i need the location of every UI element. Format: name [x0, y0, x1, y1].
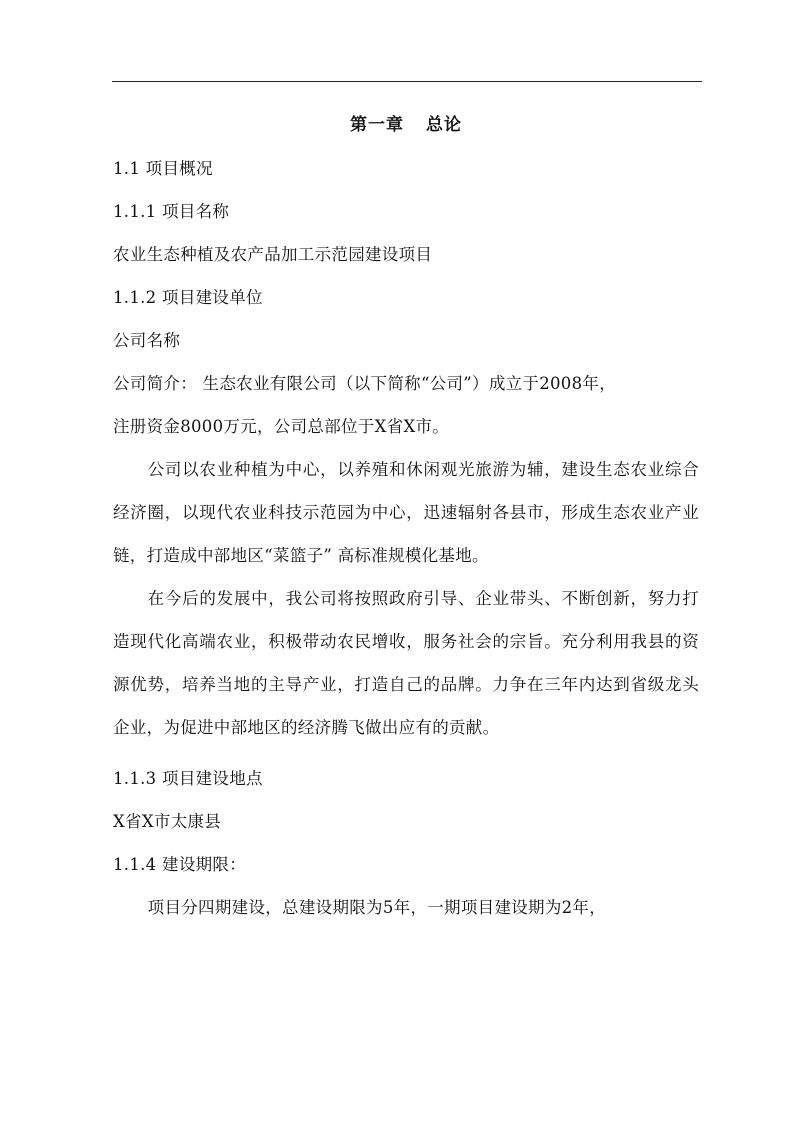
company-intro-line-1: 公司简介： 生态农业有限公司（以下简称“公司”）成立于2008年，	[113, 374, 617, 393]
project-location: X省X市太康县	[113, 812, 222, 831]
chapter-heading: 总论	[426, 115, 462, 135]
company-name: 公司名称	[113, 331, 181, 350]
paragraph-development: 在今后的发展中，我公司将按照政府引导、企业带头、不断创新，努力打造现代化高端农业，积极带动农民增收，服务社会的宗旨。充分利用我县的资源优势，培养当地的主导产业，打造自己的品牌。力争在三年内达到省级龙头企业，为促进中部地区的经济腾飞做出应有的贡献。	[113, 589, 699, 737]
project-name: 农业生态种植及农产品加工示范园建设项目	[113, 245, 433, 264]
chapter-number: 第一章	[350, 115, 404, 135]
header-rule	[112, 81, 702, 82]
section-heading-1-1-1: 1.1.1 项目名称	[113, 202, 230, 221]
paragraph-company-focus: 公司以农业种植为中心，以养殖和休闲观光旅游为辅，建设生态农业综合经济圈，以现代农业科技示范园为中心，迅速辐射各县市，形成生态农业产业链，打造成中部地区“菜篮子” 高标准规模化基地。	[113, 460, 699, 565]
paragraph-construction-period: 项目分四期建设，总建设期限为5年，一期项目建设期为2年，	[147, 898, 607, 917]
section-heading-1-1: 1.1 项目概况	[113, 159, 213, 178]
company-intro-line-2: 注册资金8000万元，公司总部位于X省X市。	[113, 417, 450, 436]
chapter-title	[113, 104, 699, 147]
section-heading-1-1-2: 1.1.2 项目建设单位	[113, 288, 263, 307]
page-content	[113, 104, 699, 929]
section-heading-1-1-3: 1.1.3 项目建设地点	[113, 769, 263, 788]
paragraph-spacer	[113, 749, 699, 757]
section-heading-1-1-4: 1.1.4 建设期限：	[113, 855, 247, 874]
